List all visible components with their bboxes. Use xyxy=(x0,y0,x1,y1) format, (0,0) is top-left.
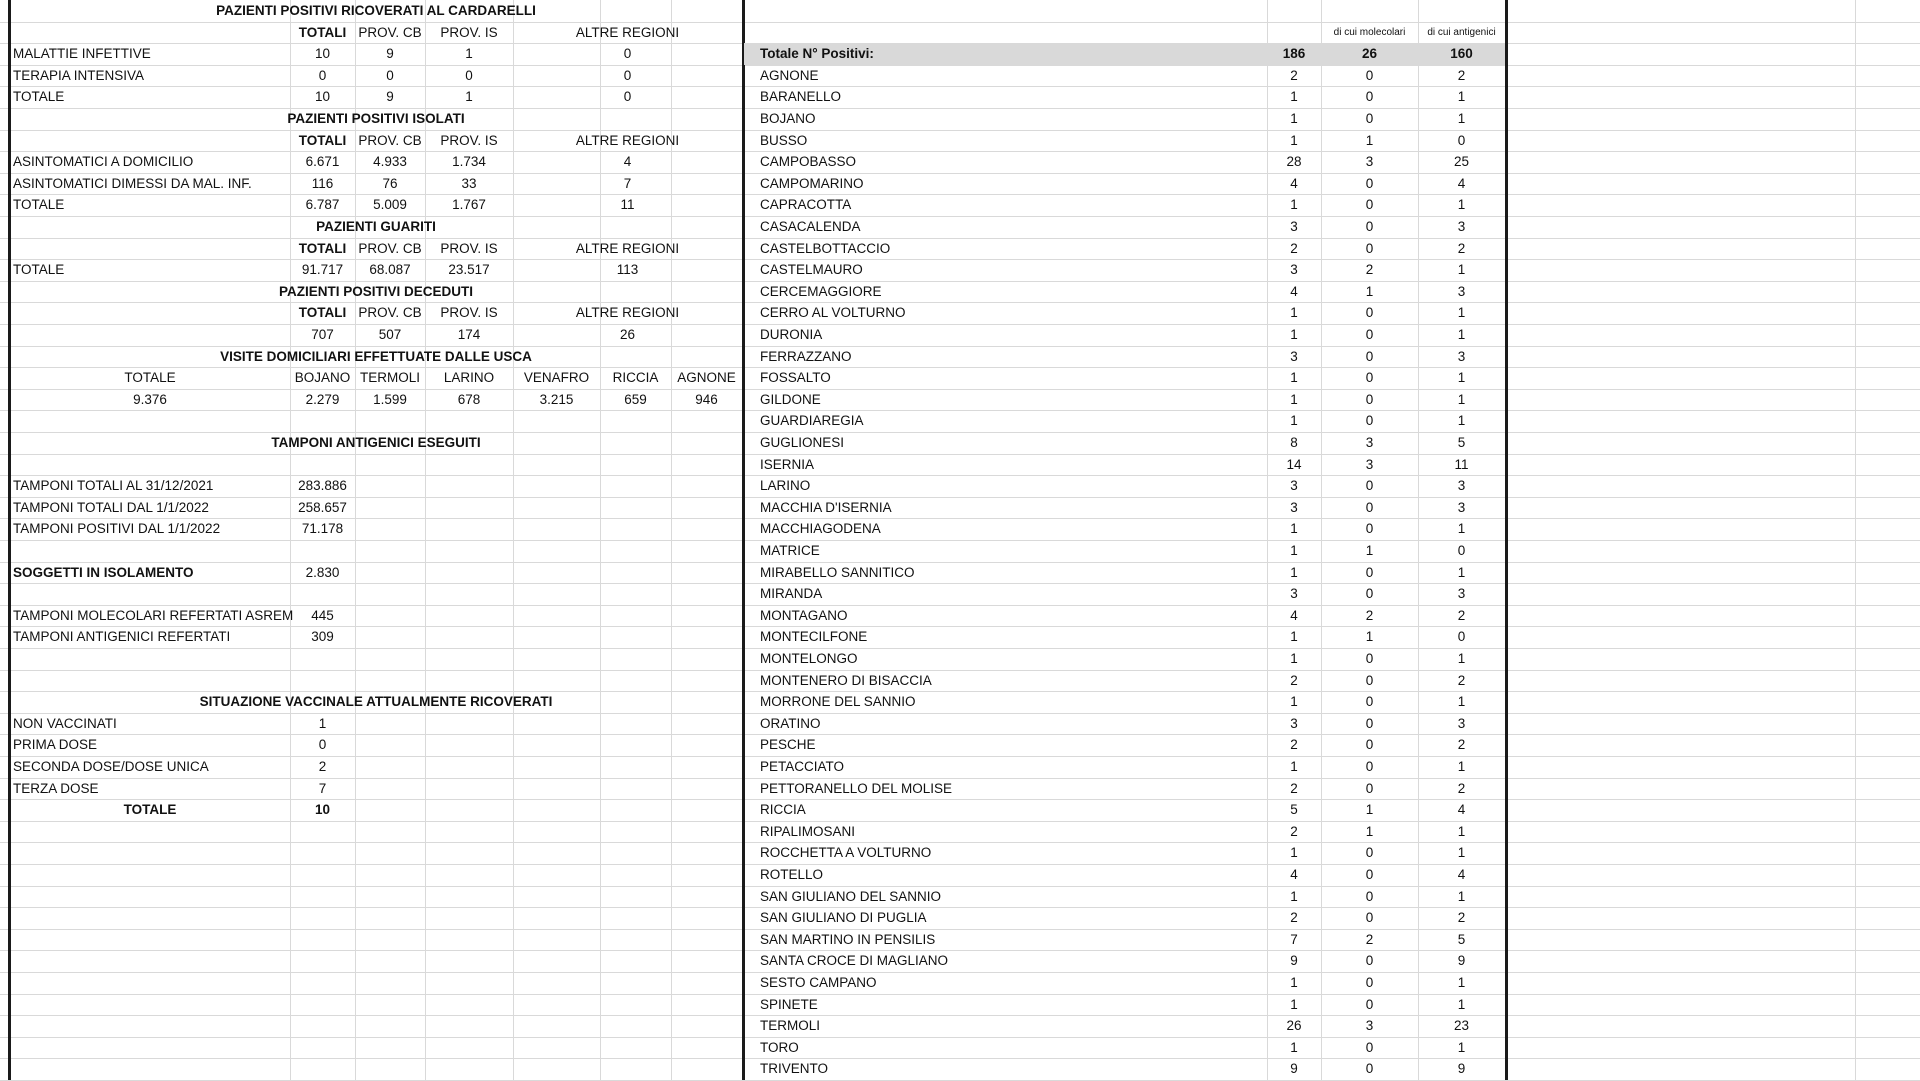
comune-molecolari: 0 xyxy=(1365,953,1374,969)
comune-molecolari: 0 xyxy=(1365,111,1374,126)
comune-antigenici: 0 xyxy=(1457,543,1466,558)
comune-name: TRIVENTO xyxy=(760,1061,829,1077)
comune-total: 2 xyxy=(1290,240,1298,256)
column-header: TOTALI xyxy=(298,305,347,321)
comune-total: 1 xyxy=(1290,975,1298,990)
value-cell: 9.376 xyxy=(133,391,167,407)
comune-antigenici: 1 xyxy=(1457,888,1466,904)
comune-antigenici: 3 xyxy=(1457,586,1466,602)
column-header: ALTRE REGIONI xyxy=(575,132,680,148)
comune-molecolari: 0 xyxy=(1365,737,1374,753)
row-label: MALATTIE INFETTIVE xyxy=(13,46,151,62)
comune-antigenici: 1 xyxy=(1457,1039,1466,1055)
comune-molecolari: 0 xyxy=(1365,197,1374,213)
comune-molecolari: 0 xyxy=(1365,305,1374,321)
value-cell: 507 xyxy=(378,327,402,342)
value-cell: 10 xyxy=(314,802,331,818)
section-title: TAMPONI ANTIGENICI ESEGUITI xyxy=(271,435,481,450)
comune-antigenici: 4 xyxy=(1457,802,1466,818)
comune-total: 5 xyxy=(1290,802,1298,818)
comune-total: 1 xyxy=(1290,327,1298,342)
value-cell: 0 xyxy=(623,67,632,83)
comune-name: DURONIA xyxy=(760,327,823,342)
comune-antigenici: 1 xyxy=(1457,975,1466,990)
value-cell: 1 xyxy=(465,89,473,105)
comune-molecolari: 3 xyxy=(1365,154,1374,170)
value-cell: 0 xyxy=(623,89,632,105)
comune-total: 1 xyxy=(1290,1039,1298,1055)
comune-total: 2 xyxy=(1290,780,1298,796)
value-cell: 68.087 xyxy=(369,262,411,278)
comune-name: CASTELBOTTACCIO xyxy=(760,240,891,256)
comune-name: RICCIA xyxy=(760,802,806,818)
value-cell: 9 xyxy=(386,46,394,62)
comune-name: ROCCHETTA A VOLTURNO xyxy=(760,845,932,861)
comune-name: PESCHE xyxy=(760,737,816,753)
comune-total: 4 xyxy=(1290,607,1298,623)
value-cell: 10 xyxy=(314,46,331,62)
comune-total: 1 xyxy=(1290,694,1298,710)
comune-molecolari: 0 xyxy=(1365,780,1374,796)
comune-antigenici: 1 xyxy=(1457,111,1466,126)
comune-total: 26 xyxy=(1286,1018,1302,1034)
comune-molecolari: 0 xyxy=(1365,975,1374,990)
comune-total: 28 xyxy=(1286,154,1302,170)
section-title: PAZIENTI POSITIVI DECEDUTI xyxy=(278,283,474,299)
comune-antigenici: 9 xyxy=(1457,1061,1466,1077)
comune-name: PETACCIATO xyxy=(760,759,845,774)
comune-total: 2 xyxy=(1290,910,1298,926)
comune-molecolari: 0 xyxy=(1365,672,1374,688)
comune-antigenici: 1 xyxy=(1457,564,1466,580)
value-cell: 76 xyxy=(382,175,398,191)
comune-name: SESTO CAMPANO xyxy=(760,975,877,990)
comune-molecolari: 0 xyxy=(1365,413,1374,429)
comune-total: 1 xyxy=(1290,111,1298,126)
comune-antigenici: 1 xyxy=(1457,370,1466,386)
row-label: SOGGETTI IN ISOLAMENTO xyxy=(13,564,194,580)
comune-name: CERCEMAGGIORE xyxy=(760,283,882,299)
comune-name: GUARDIAREGIA xyxy=(760,413,864,429)
comune-total: 1 xyxy=(1290,543,1298,558)
section-title: PAZIENTI POSITIVI RICOVERATI AL CARDARELLI xyxy=(216,3,536,18)
value-cell: 258.657 xyxy=(298,499,347,515)
comune-antigenici: 2 xyxy=(1457,737,1466,753)
value-cell: 0 xyxy=(318,67,327,83)
comune-name: CAPRACOTTA xyxy=(760,197,852,213)
comune-total: 1 xyxy=(1290,305,1298,321)
value-cell: 91.717 xyxy=(301,262,344,278)
comune-molecolari: 0 xyxy=(1365,586,1374,602)
comune-molecolari: 3 xyxy=(1365,435,1374,450)
comune-name: LARINO xyxy=(760,478,811,494)
total-label: Totale N° Positivi: xyxy=(744,43,1283,65)
right-border xyxy=(1505,0,1508,1080)
grid-line xyxy=(1855,0,1856,1080)
value-cell: 5.009 xyxy=(373,197,407,213)
comune-total: 1 xyxy=(1290,391,1298,407)
comune-name: MACCHIAGODENA xyxy=(760,521,881,537)
comune-antigenici: 1 xyxy=(1457,262,1466,278)
comune-total: 3 xyxy=(1290,499,1298,515)
comune-name: CAMPOBASSO xyxy=(760,154,857,170)
comune-molecolari: 1 xyxy=(1365,132,1374,148)
row-label: TOTALE xyxy=(13,89,65,105)
comune-total: 1 xyxy=(1290,197,1298,213)
comune-antigenici: 1 xyxy=(1457,413,1466,429)
column-header: TOTALI xyxy=(298,132,347,148)
value-cell: 6.671 xyxy=(305,154,340,170)
comune-total: 1 xyxy=(1290,651,1298,666)
section-title: PAZIENTI GUARITI xyxy=(316,219,436,234)
comune-total: 3 xyxy=(1290,715,1298,731)
comune-name: MONTECILFONE xyxy=(760,629,868,645)
comune-molecolari: 0 xyxy=(1365,478,1374,494)
comune-name: RIPALIMOSANI xyxy=(760,823,856,839)
section-title: VISITE DOMICILIARI EFFETTUATE DALLE USCA xyxy=(220,348,532,364)
value-cell: 1.599 xyxy=(373,391,407,407)
value-cell: 0 xyxy=(465,67,473,83)
comune-name: MONTAGANO xyxy=(760,607,848,623)
comune-molecolari: 0 xyxy=(1365,175,1374,191)
comune-antigenici: 1 xyxy=(1457,89,1466,105)
value-cell: 678 xyxy=(457,391,481,407)
column-header: PROV. CB xyxy=(358,24,422,40)
value-cell: 1.734 xyxy=(452,154,486,170)
comune-total: 3 xyxy=(1290,478,1298,494)
comune-antigenici: 1 xyxy=(1457,651,1466,666)
comune-molecolari: 0 xyxy=(1365,1061,1374,1077)
column-header: PROV. CB xyxy=(358,240,422,256)
value-cell: 7 xyxy=(623,175,632,191)
comune-name: ROTELLO xyxy=(760,867,824,882)
comune-molecolari: 2 xyxy=(1365,931,1374,947)
comune-molecolari: 0 xyxy=(1365,867,1374,882)
row-label: TERZA DOSE xyxy=(13,780,99,796)
comune-name: TORO xyxy=(760,1039,799,1055)
row-label: PRIMA DOSE xyxy=(13,737,98,753)
comune-antigenici: 3 xyxy=(1457,478,1466,494)
comune-antigenici: 4 xyxy=(1457,867,1466,882)
column-header: ALTRE REGIONI xyxy=(575,305,680,321)
value-cell: 659 xyxy=(624,391,647,407)
row-label: TOTALE xyxy=(13,262,65,278)
value-cell: 0 xyxy=(623,46,632,62)
comune-antigenici: 1 xyxy=(1457,197,1466,213)
value-cell: 707 xyxy=(311,327,334,342)
comune-molecolari: 0 xyxy=(1365,996,1374,1012)
comune-total: 1 xyxy=(1290,521,1298,537)
comune-total: 4 xyxy=(1290,175,1298,191)
comune-total: 1 xyxy=(1290,996,1298,1012)
section-title: PAZIENTI POSITIVI ISOLATI xyxy=(287,111,465,126)
comune-name: BARANELLO xyxy=(760,89,842,105)
comune-name: GILDONE xyxy=(760,391,821,407)
comune-antigenici: 2 xyxy=(1457,780,1466,796)
comune-name: ISERNIA xyxy=(760,456,815,472)
comune-antigenici: 5 xyxy=(1457,435,1466,450)
column-header: PROV. IS xyxy=(440,240,498,256)
total-value: 186 xyxy=(1267,43,1321,65)
value-cell: 0 xyxy=(318,737,327,753)
comune-name: AGNONE xyxy=(760,67,819,83)
comune-total: 7 xyxy=(1290,931,1298,947)
value-cell: 10 xyxy=(314,89,331,105)
row-label: SECONDA DOSE/DOSE UNICA xyxy=(13,759,209,774)
row-label: NON VACCINATI xyxy=(13,715,117,731)
value-cell: 33 xyxy=(461,175,477,191)
value-cell: 3.215 xyxy=(539,391,574,407)
comune-antigenici: 1 xyxy=(1457,996,1466,1012)
comune-total: 1 xyxy=(1290,132,1298,148)
comune-antigenici: 3 xyxy=(1457,348,1466,364)
comune-name: PETTORANELLO DEL MOLISE xyxy=(760,780,953,796)
comune-molecolari: 0 xyxy=(1365,715,1374,731)
comune-antigenici: 1 xyxy=(1457,391,1466,407)
comune-total: 1 xyxy=(1290,629,1298,645)
row-label: TAMPONI TOTALI DAL 1/1/2022 xyxy=(13,499,209,515)
comune-name: ORATINO xyxy=(760,715,821,731)
comune-molecolari: 0 xyxy=(1365,910,1374,926)
value-cell: 116 xyxy=(311,175,334,191)
comune-name: MORRONE DEL SANNIO xyxy=(760,694,916,710)
comune-molecolari: 0 xyxy=(1365,521,1374,537)
comune-name: SAN GIULIANO DEL SANNIO xyxy=(760,888,942,904)
comune-antigenici: 2 xyxy=(1457,240,1466,256)
comune-molecolari: 2 xyxy=(1365,262,1374,278)
column-header: BOJANO xyxy=(294,370,351,386)
comune-name: MIRABELLO SANNITICO xyxy=(760,564,915,580)
comune-antigenici: 11 xyxy=(1454,456,1469,472)
comune-total: 2 xyxy=(1290,737,1298,753)
comune-name: CAMPOMARINO xyxy=(760,175,864,191)
row-label: TERAPIA INTENSIVA xyxy=(13,67,145,83)
value-cell: 6.787 xyxy=(305,197,340,213)
comune-molecolari: 1 xyxy=(1365,802,1374,818)
row-label: TOTALE xyxy=(13,197,65,213)
comune-molecolari: 0 xyxy=(1365,348,1374,364)
comune-antigenici: 1 xyxy=(1457,305,1466,321)
value-cell: 71.178 xyxy=(301,521,344,537)
comune-name: BOJANO xyxy=(760,111,816,126)
comune-molecolari: 0 xyxy=(1365,564,1374,580)
value-cell: 2.279 xyxy=(305,391,340,407)
comune-total: 4 xyxy=(1290,867,1298,882)
comune-antigenici: 1 xyxy=(1457,759,1466,774)
column-header: AGNONE xyxy=(677,370,736,386)
row-label: TAMPONI POSITIVI DAL 1/1/2022 xyxy=(13,521,221,537)
comune-molecolari: 0 xyxy=(1365,759,1374,774)
column-header: di cui antigenici xyxy=(1427,26,1496,38)
comune-molecolari: 1 xyxy=(1365,543,1374,558)
comune-molecolari: 0 xyxy=(1365,888,1374,904)
comune-antigenici: 2 xyxy=(1457,67,1466,83)
row-label: TAMPONI TOTALI AL 31/12/2021 xyxy=(13,478,214,494)
comune-molecolari: 0 xyxy=(1365,89,1374,105)
comune-name: MIRANDA xyxy=(760,586,823,602)
value-cell: 309 xyxy=(311,629,334,645)
comune-antigenici: 25 xyxy=(1453,154,1470,170)
comune-name: SAN MARTINO IN PENSILIS xyxy=(760,931,936,947)
comune-antigenici: 3 xyxy=(1457,715,1466,731)
comune-molecolari: 0 xyxy=(1365,219,1374,234)
value-cell: 2 xyxy=(318,759,327,774)
comune-total: 2 xyxy=(1290,672,1298,688)
column-header: PROV. CB xyxy=(358,305,422,321)
row-label: TOTALE xyxy=(123,802,177,818)
value-cell: 4 xyxy=(623,154,632,170)
comune-antigenici: 1 xyxy=(1457,327,1466,342)
value-cell: 174 xyxy=(457,327,481,342)
comune-name: MONTENERO DI BISACCIA xyxy=(760,672,932,688)
comune-molecolari: 0 xyxy=(1365,845,1374,861)
value-cell: 4.933 xyxy=(373,154,407,170)
comune-total: 1 xyxy=(1290,370,1298,386)
column-header: ALTRE REGIONI xyxy=(575,240,680,256)
row-label: ASINTOMATICI A DOMICILIO xyxy=(13,154,194,170)
comune-total: 2 xyxy=(1290,823,1298,839)
comune-antigenici: 1 xyxy=(1457,694,1466,710)
comune-antigenici: 9 xyxy=(1457,953,1466,969)
row-label: TAMPONI ANTIGENICI REFERTATI xyxy=(13,629,231,645)
comune-molecolari: 3 xyxy=(1365,456,1374,472)
comune-antigenici: 23 xyxy=(1453,1018,1470,1034)
value-cell: 26 xyxy=(619,327,636,342)
comune-molecolari: 1 xyxy=(1365,823,1374,839)
value-cell: 445 xyxy=(311,607,334,623)
value-cell: 1 xyxy=(465,46,473,62)
column-header: TOTALI xyxy=(298,24,347,40)
comune-total: 1 xyxy=(1290,89,1298,105)
value-cell: 23.517 xyxy=(448,262,490,278)
comune-molecolari: 0 xyxy=(1365,391,1374,407)
value-cell: 2.830 xyxy=(305,564,340,580)
column-header: di cui molecolari xyxy=(1333,26,1406,38)
comune-antigenici: 3 xyxy=(1457,499,1466,515)
comune-total: 2 xyxy=(1290,67,1298,83)
comune-antigenici: 1 xyxy=(1457,521,1466,537)
column-header: TOTALI xyxy=(298,240,347,256)
value-cell: 9 xyxy=(386,89,394,105)
comune-total: 3 xyxy=(1290,219,1298,234)
column-header: RICCIA xyxy=(612,370,659,386)
comune-antigenici: 3 xyxy=(1457,219,1466,234)
value-cell: 11 xyxy=(620,197,635,213)
comune-total: 8 xyxy=(1290,435,1298,450)
comune-name: MONTELONGO xyxy=(760,651,858,666)
column-header: LARINO xyxy=(443,370,495,386)
comune-name: SPINETE xyxy=(760,996,818,1012)
comune-name: FOSSALTO xyxy=(760,370,831,386)
comune-total: 1 xyxy=(1290,413,1298,429)
column-header: VENAFRO xyxy=(523,370,590,386)
comune-name: TERMOLI xyxy=(760,1018,821,1034)
comune-name: MACCHIA D'ISERNIA xyxy=(760,499,892,515)
comune-total: 14 xyxy=(1286,456,1302,472)
comune-molecolari: 0 xyxy=(1365,694,1374,710)
comune-name: BUSSO xyxy=(760,132,808,148)
comune-antigenici: 4 xyxy=(1457,175,1466,191)
comune-total: 9 xyxy=(1290,953,1298,969)
row-label: TAMPONI MOLECOLARI REFERTATI ASREM xyxy=(13,607,293,623)
comune-total: 1 xyxy=(1290,888,1298,904)
comune-antigenici: 1 xyxy=(1457,823,1466,839)
comune-name: MATRICE xyxy=(760,543,820,558)
comune-molecolari: 3 xyxy=(1365,1018,1374,1034)
comune-antigenici: 2 xyxy=(1457,672,1466,688)
comune-antigenici: 2 xyxy=(1457,607,1466,623)
comune-antigenici: 1 xyxy=(1457,845,1466,861)
comune-molecolari: 0 xyxy=(1365,327,1374,342)
comune-molecolari: 0 xyxy=(1365,651,1374,666)
comune-name: FERRAZZANO xyxy=(760,348,852,364)
comune-molecolari: 0 xyxy=(1365,370,1374,386)
total-value: 160 xyxy=(1418,43,1505,65)
grid-line xyxy=(0,22,1920,23)
comune-name: CASACALENDA xyxy=(760,219,861,234)
comune-molecolari: 1 xyxy=(1365,629,1374,645)
column-header: TOTALE xyxy=(124,370,176,386)
column-header: PROV. IS xyxy=(440,24,498,40)
comune-antigenici: 0 xyxy=(1457,629,1466,645)
comune-total: 1 xyxy=(1290,564,1298,580)
comune-molecolari: 1 xyxy=(1365,283,1374,299)
value-cell: 7 xyxy=(318,780,327,796)
comune-name: CERRO AL VOLTURNO xyxy=(760,305,906,321)
comune-total: 1 xyxy=(1290,845,1298,861)
comune-antigenici: 5 xyxy=(1457,931,1466,947)
comune-total: 3 xyxy=(1290,348,1298,364)
comune-molecolari: 0 xyxy=(1365,499,1374,515)
comune-total: 4 xyxy=(1290,283,1298,299)
column-header: PROV. IS xyxy=(440,132,498,148)
comune-name: SAN GIULIANO DI PUGLIA xyxy=(760,910,927,926)
value-cell: 283.886 xyxy=(298,478,347,494)
comune-antigenici: 0 xyxy=(1457,132,1466,148)
value-cell: 113 xyxy=(616,262,639,278)
value-cell: 1 xyxy=(318,715,327,731)
comune-total: 1 xyxy=(1290,759,1298,774)
value-cell: 946 xyxy=(695,391,718,407)
comune-name: CASTELMAURO xyxy=(760,262,863,278)
section-title: SITUAZIONE VACCINALE ATTUALMENTE RICOVERATI xyxy=(199,694,553,710)
comune-molecolari: 0 xyxy=(1365,1039,1374,1055)
comune-total: 3 xyxy=(1290,586,1298,602)
comune-total: 3 xyxy=(1290,262,1298,278)
comune-antigenici: 3 xyxy=(1457,283,1466,299)
value-cell: 0 xyxy=(386,67,394,83)
comune-name: SANTA CROCE DI MAGLIANO xyxy=(760,953,949,969)
comune-molecolari: 2 xyxy=(1365,607,1374,623)
comune-total: 9 xyxy=(1290,1061,1298,1077)
comune-antigenici: 2 xyxy=(1457,910,1466,926)
total-value: 26 xyxy=(1321,43,1418,65)
comune-name: GUGLIONESI xyxy=(760,435,845,450)
comune-molecolari: 0 xyxy=(1365,240,1374,256)
column-header: TERMOLI xyxy=(359,370,420,386)
column-header: ALTRE REGIONI xyxy=(575,24,680,40)
column-header: PROV. CB xyxy=(358,132,422,148)
row-label: ASINTOMATICI DIMESSI DA MAL. INF. xyxy=(13,175,252,191)
comune-molecolari: 0 xyxy=(1365,67,1374,83)
value-cell: 1.767 xyxy=(452,197,486,213)
column-header: PROV. IS xyxy=(440,305,498,321)
